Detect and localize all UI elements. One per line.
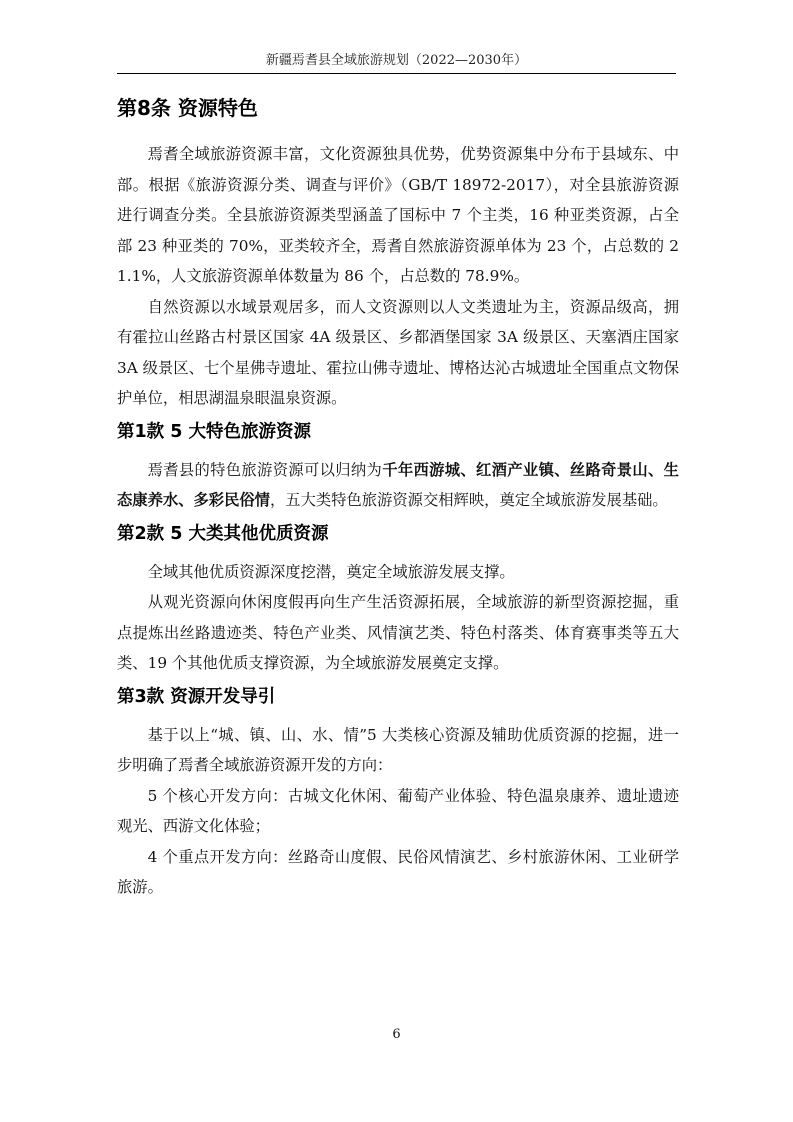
clause-1-paragraph (117, 455, 679, 516)
page-number: 6 (392, 1027, 401, 1042)
clause-3-paragraph-2: 5 个核心开发方向：古城文化休闲、葡萄产业体验、特色温泉康养、遗址遗迹观光、西游文化体验； (117, 786, 679, 835)
article-paragraph-2: 自然资源以水域景观居多，而人文资源则以人文类遗址为主，资源品级高，拥有霍拉山丝路古村景区国家 4A 级景区、乡都酒堡国家 3A 级景区、天塞酒庄国家 3A 级景区、七个星佛寺遗址、霍拉山佛寺遗址、博格达沁古城遗址全国重点文物保护单位，相思湖温泉眼温泉资源。 (117, 297, 679, 407)
header-rule (117, 73, 676, 74)
clause-3-title: 第3款 资源开发导引 (117, 686, 276, 707)
running-header: 新疆焉耆县全域旅游规划（2022—2030年） (265, 53, 528, 68)
clause-2-paragraph-2: 从观光资源向休闲度假再向生产生活资源拓展，全域旅游的新型资源挖掘，重点提炼出丝路遗迹类、特色产业类、风情演艺类、特色村落类、体育赛事类等五大类、19 个其他优质支撑资源，为全域旅游发展奠定支撑。 (117, 593, 679, 672)
article-paragraph-1: 焉耆全域旅游资源丰富，文化资源独具优势，优势资源集中分布于县域东、中部。根据《旅游资源分类、调查与评价》（GB/T 18972-2017），对全县旅游资源进行调查分类。全县旅游资源类型涵盖了国标中 7 个主类，16 种亚类资源，占全部 23 种亚类的 70%，亚类较齐全，焉耆自然旅游资源单体为 23 个，占总数的 21.1%，人文旅游资源单体数量为 86 个，占总数的 78.9%。 (117, 145, 679, 285)
page-content (117, 90, 679, 903)
clause-2-paragraph-1: 全域其他优质资源深度挖潜，奠定全域旅游发展支撑。 (147, 562, 515, 581)
clause-1-text-after: ，五大类特色旅游资源交相辉映，奠定全域旅游发展基础。 (269, 491, 668, 509)
clause-1-title: 第1款 5 大特色旅游资源 (117, 421, 312, 442)
article-title: 第8条 资源特色 (117, 96, 258, 120)
clause-1-text-before: 焉耆县的特色旅游资源可以归纳为 (147, 460, 383, 479)
clause-1-highlight: 千年西游城、红酒产业镇、丝路奇景山、生态康养水、多彩民俗情 (117, 460, 679, 509)
clause-3-paragraph-3: 4 个重点开发方向：丝路奇山度假、民俗风情演艺、乡村旅游休闲、工业研学旅游。 (117, 847, 679, 896)
clause-3-paragraph-1: 基于以上“城、镇、山、水、情”5 大类核心资源及辅助优质资源的挖掘，进一步明确了焉耆全域旅游资源开发的方向： (117, 725, 679, 774)
clause-2-title: 第2款 5 大类其他优质资源 (117, 523, 329, 544)
